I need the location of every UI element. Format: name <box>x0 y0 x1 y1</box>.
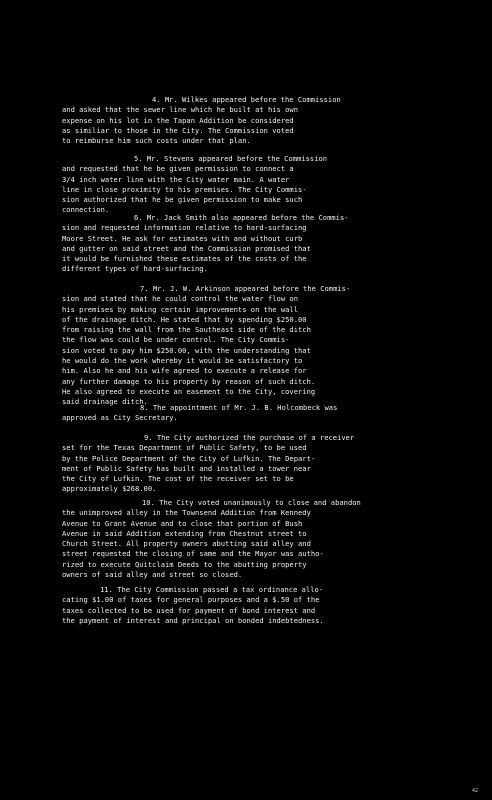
text-line: He also agreed to execute an easement to the City, covering <box>62 386 316 396</box>
text-line: 4. Mr. Wilkes appeared before the Commission <box>152 95 341 104</box>
text-line: and gutter on said street and the Commission promised that <box>62 243 311 253</box>
page-corner-mark: 42 <box>471 788 478 794</box>
text-line: and asked that the sewer line which he built at his own <box>62 105 298 115</box>
paragraph-2 <box>62 154 424 216</box>
text-line: the City of Lufkin. The cost of the receiver set to be <box>62 474 294 484</box>
text-line: cating $1.00 of taxes for general purposes and a $.50 of the <box>62 595 320 605</box>
text-line: sion voted to pay him $250.00, with the understanding that <box>62 345 311 355</box>
text-line: Church Street. All property owners abutting said alley and <box>62 539 311 549</box>
text-line: 10. The City voted unanimously to close and abandon <box>142 498 361 507</box>
text-line: he would do the work whereby it would be satisfactory to <box>62 356 303 366</box>
text-line: connection. <box>62 205 110 215</box>
text-line: of the drainage ditch. He stated that by spending $250.00 <box>62 314 307 324</box>
text-line: 8. The appointment of Mr. J. B. Holcombeck was <box>140 403 338 412</box>
text-line: street requested the closing of same and the Mayor was autho- <box>62 549 324 559</box>
text-line: expense on his lot in the Tapan Addition be considered <box>62 115 294 125</box>
text-line: owners of said alley and street so closed. <box>62 570 243 580</box>
text-line: approximately $268.00. <box>62 484 157 494</box>
text-line: his premises by making certain improvements on the wall <box>62 304 298 314</box>
text-line: 9. The City authorized the purchase of a receiver <box>144 433 355 442</box>
text-line: to reimburse him such costs under that plan. <box>62 136 251 146</box>
text-line: from raising the wall from the Southeast side of the ditch <box>62 325 311 335</box>
text-line: it would be furnished these estimates of the costs of the <box>62 254 307 264</box>
paragraph-4 <box>62 284 424 408</box>
text-line: by the Police Department of the City of Lufkin. The Depart- <box>62 453 316 463</box>
text-line: approved as City Secretary. <box>62 413 178 423</box>
text-line: said drainage ditch. <box>62 397 148 407</box>
text-line: different types of hard-surfacing. <box>62 264 208 274</box>
text-line: 11. The City Commission passed a tax ordinance allo- <box>100 585 324 594</box>
text-line: sion and stated that he could control the water flow on <box>62 294 298 304</box>
text-line: the flow was could be under control. The City Commis- <box>62 335 290 345</box>
text-line: Moore Street. He ask for estimates with and without curb <box>62 233 303 243</box>
text-line: 6. Mr. Jack Smith also appeared before the Commis- <box>134 213 349 222</box>
text-line: rized to execute Quitclaim Deeds to the abutting property <box>62 559 307 569</box>
text-line: Avenue in said Addition extending from Chestnut street to <box>62 528 307 538</box>
text-line: 3/4 inch water line with the City water main. A water <box>62 174 290 184</box>
text-line: set for the Texas Department of Public Safety, to be used <box>62 443 307 453</box>
text-line: him. Also he and his wife agreed to execute a release for <box>62 366 307 376</box>
text-line: Avenue to Grant Avenue and to close that portion of Bush <box>62 518 303 528</box>
text-line: the unimproved alley in the Townsend Addition from Kennedy <box>62 508 311 518</box>
text-line: 5. Mr. Stevens appeared before the Commission <box>134 154 328 163</box>
text-line: sion and requested information relative to hard-surfacing <box>62 223 307 233</box>
text-line: as similiar to those in the City. The Commission voted <box>62 125 294 135</box>
text-line: the payment of interest and principal on bonded indebtedness. <box>62 615 324 625</box>
text-line: ment of Public Safety has built and installed a tower near <box>62 463 311 473</box>
text-line: any further damage to his property by reason of such ditch. <box>62 376 316 386</box>
text-line: sion authorized that he be given permission to make such <box>62 195 303 205</box>
paragraph-1 <box>62 95 424 146</box>
paragraph-7 <box>62 498 424 580</box>
text-line: 7. Mr. J. W. Arkinson appeared before the Commis- <box>140 284 351 293</box>
text-line: and requested that he be given permission to connect a <box>62 164 294 174</box>
paragraph-5 <box>62 403 424 424</box>
paragraph-8 <box>62 585 424 626</box>
paragraph-6 <box>62 433 424 495</box>
text-line: taxes collected to be used for payment of bond interest and <box>62 605 316 615</box>
text-line: line in close proximity to his premises. The City Commis- <box>62 184 307 194</box>
paragraph-3 <box>62 213 424 275</box>
